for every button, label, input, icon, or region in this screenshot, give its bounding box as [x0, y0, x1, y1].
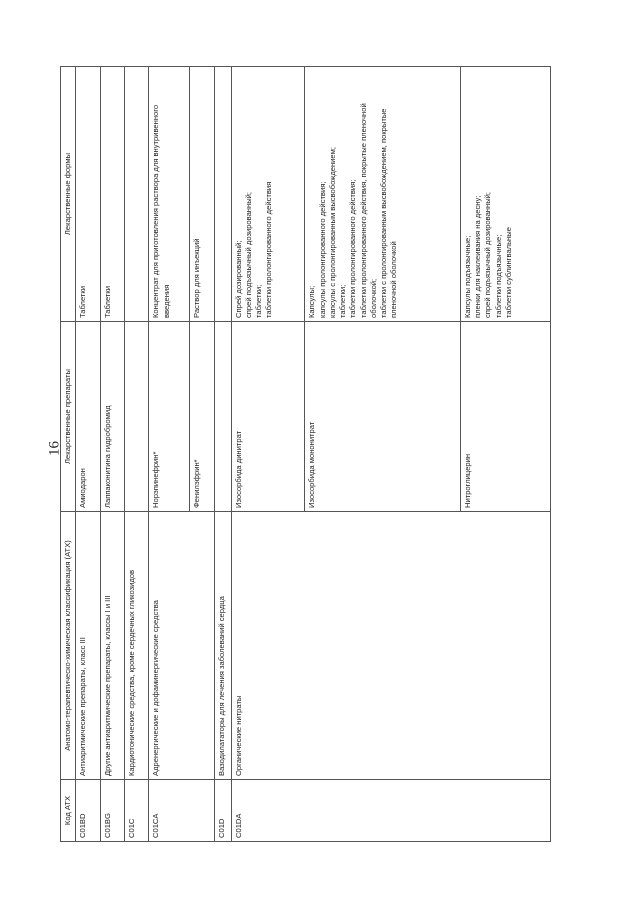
form-line: таблетки пролонгированного действия — [264, 181, 274, 318]
cell-drug: Лаппаконитина гидробромид — [100, 322, 124, 512]
form-line: таблетки сублингвальные — [503, 227, 513, 318]
form-line: Капсулы; — [307, 285, 317, 318]
header-drugs: Лекарственные препараты — [61, 322, 76, 512]
form-line: таблетки пролонгированного действия; — [348, 179, 358, 318]
form-line: Раствор для инъекций — [192, 238, 202, 318]
cell-code: C01CA — [149, 780, 214, 842]
form-line: Концентрат для приготовления раствора для внутривенного введения — [151, 104, 171, 318]
table-row — [214, 67, 231, 842]
form-line: пленки для наклеивания на десну; — [473, 195, 483, 318]
form-line: капсулы пролонгированного действия; — [317, 181, 327, 318]
rotated-table-wrapper — [60, 67, 551, 842]
cell-drug — [214, 322, 231, 512]
cell-drug: Амиодарон — [76, 322, 100, 512]
table-row — [100, 67, 124, 842]
cell-drug: Изосорбида динитрат — [231, 322, 305, 512]
cell-forms — [190, 67, 214, 322]
cell-class: Кардиотонические средства, кроме сердечных гликозидов — [125, 512, 149, 780]
header-code: Код АТХ — [61, 780, 76, 842]
cell-code: C01BD — [76, 780, 100, 842]
page-number: 16 — [46, 441, 63, 456]
form-line: таблетки подъязычные; — [493, 234, 503, 318]
form-line: спрей подъязычный дозированный; — [243, 191, 253, 318]
cell-class: Вазодилататоры для лечения заболеваний сердца — [214, 512, 231, 780]
cell-forms — [149, 67, 190, 322]
cell-code: C01BG — [100, 780, 124, 842]
cell-class: Антиаритмические препараты, класс III — [76, 512, 100, 780]
cell-forms — [100, 67, 124, 322]
cell-code: C01D — [214, 780, 231, 842]
cell-forms — [76, 67, 100, 322]
table-row — [76, 67, 100, 842]
cell-drug — [125, 322, 149, 512]
form-line: Таблетки — [78, 286, 88, 318]
cell-forms — [305, 67, 461, 322]
form-line: Капсулы подъязычные; — [462, 235, 472, 318]
form-line: Спрей дозированный; — [233, 240, 243, 318]
cell-drug: Изосорбида мононитрат — [305, 322, 461, 512]
cell-class: Другие антиаритмические препараты, классы I и III — [100, 512, 124, 780]
atc-table — [60, 66, 551, 842]
cell-drug: Норэпинефрин* — [149, 322, 190, 512]
table-row — [149, 67, 190, 842]
cell-code: C01C — [125, 780, 149, 842]
form-line: таблетки с пролонгированным высвобождением, покрытые пленочной оболочкой — [379, 108, 399, 318]
cell-class: Органические нитраты — [231, 512, 550, 780]
table-row — [231, 67, 305, 842]
header-classification: Анатомо-терапевтическо-химическая классификация (АТХ) — [61, 512, 76, 780]
form-line: таблетки пролонгированного действия, покрытые пленочной оболочкой; — [358, 103, 378, 318]
cell-class: Адренергические и дофаминергические средства — [149, 512, 214, 780]
cell-code: C01DA — [231, 780, 550, 842]
header-forms: Лекарственные формы — [61, 67, 76, 322]
cell-forms — [125, 67, 149, 322]
cell-drug: Фенилэфрин* — [190, 322, 214, 512]
form-line: спрей подъязычный дозированный; — [483, 191, 493, 318]
form-line: капсулы с пролонгированным высвобождением; — [327, 147, 337, 318]
form-line: таблетки; — [338, 284, 348, 318]
form-line: таблетки; — [254, 284, 264, 318]
cell-forms — [460, 67, 550, 322]
cell-forms — [231, 67, 305, 322]
form-line: Таблетки — [102, 286, 112, 318]
cell-drug: Нитроглицерин — [460, 322, 550, 512]
table-header-row — [61, 67, 76, 842]
table-row — [125, 67, 149, 842]
cell-forms — [214, 67, 231, 322]
